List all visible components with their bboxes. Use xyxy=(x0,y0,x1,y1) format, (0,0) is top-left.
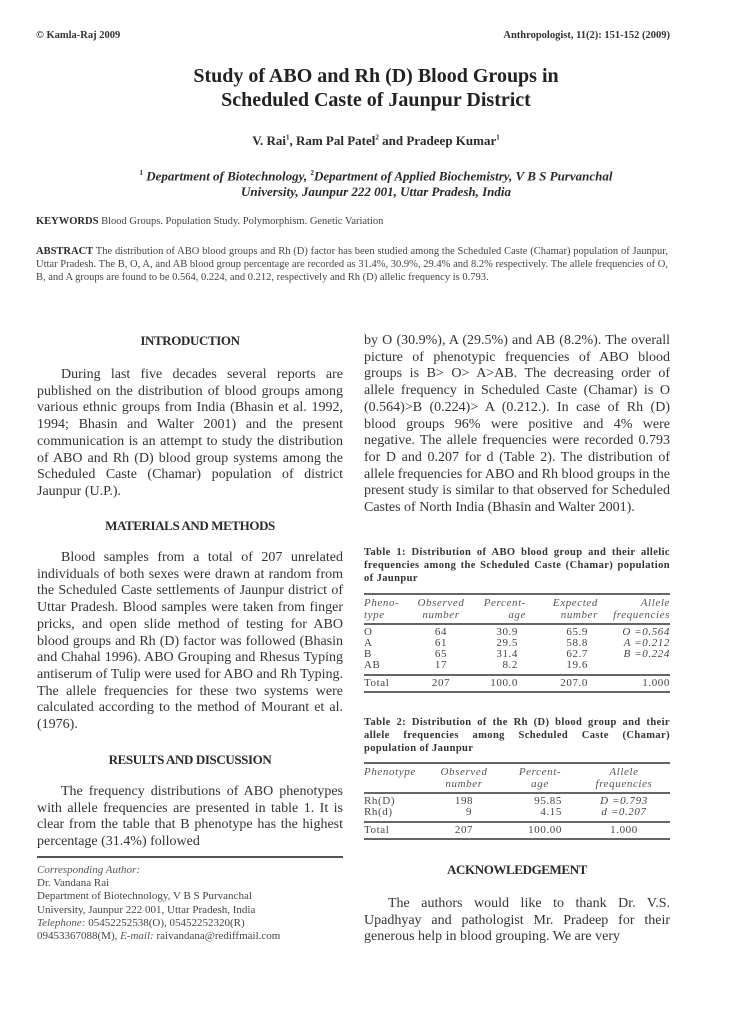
cell-total-percent: 100.0 xyxy=(490,677,518,689)
author-affiliation-mark: 1 xyxy=(496,133,500,142)
table-row xyxy=(364,624,670,638)
cell-percent: 4.15 xyxy=(540,806,562,818)
cell-total-observed: 207 xyxy=(431,677,451,689)
copyright-notice: © Kamla-Raj 2009 xyxy=(36,30,121,41)
table1-total-row xyxy=(364,675,670,692)
affiliation xyxy=(0,165,752,200)
acknowledgement-heading: ACKNOWLEDGEMENT xyxy=(447,862,587,877)
cell-allele: B =0.224 xyxy=(623,648,670,660)
acknowledgement-body xyxy=(364,896,670,946)
keywords xyxy=(36,216,383,227)
cell-observed: 61 xyxy=(434,637,448,649)
title-line-2: Scheduled Caste of Jaunpur District xyxy=(221,89,531,111)
corresponding-author xyxy=(37,864,343,943)
cell-observed: 65 xyxy=(434,648,448,660)
cell-total-percent: 100.00 xyxy=(528,824,562,836)
cell-expected: 58.8 xyxy=(566,637,588,649)
cell-expected: 65.9 xyxy=(566,626,588,638)
cell-total-label: Total xyxy=(364,824,390,836)
cell-percent: 8.2 xyxy=(502,659,518,671)
affiliation-dept-2: Department of Applied Biochemistry, V B S Purvanchal xyxy=(313,168,613,184)
cell-observed: 9 xyxy=(465,806,473,818)
keywords-text: Blood Groups. Population Study. Polymorphism. Genetic Variation xyxy=(98,216,384,227)
email-address[interactable]: raivandana@rediffmail.com xyxy=(153,930,281,943)
table2 xyxy=(364,762,670,840)
introduction-body xyxy=(37,367,343,501)
corresponding-author-contact xyxy=(37,930,343,943)
author-affiliation-mark: 1 xyxy=(285,133,290,142)
cell-percent: 31.4 xyxy=(496,648,518,660)
table2-header-percentage: Percent- age xyxy=(518,766,562,790)
table2-caption: Table 2: Distribution of the Rh (D) blood group and their allele frequencies among Scheduled Caste (Chamar) population of Jaunpur xyxy=(364,717,670,754)
results-heading: RESULTS AND DISCUSSION xyxy=(108,752,272,767)
cell-total-allele: 1.000 xyxy=(610,824,638,836)
cell-allele: D =0.793 xyxy=(600,795,648,807)
table1-header-percentage: Percent- age xyxy=(483,597,526,621)
table1 xyxy=(364,593,670,693)
introduction-heading: INTRODUCTION xyxy=(140,333,240,348)
corresponding-author-telephone xyxy=(37,917,343,930)
author-name: Pradeep Kumar xyxy=(406,133,497,148)
table2-header-row xyxy=(364,763,670,793)
author-name: Ram Pal Patel xyxy=(295,133,376,148)
methods-text: Blood samples from a total of 207 unrelated individuals of both sexes were drawn at random from the Scheduled Caste settlements of Jaunpur district of Uttar Pradesh. Blood samples were taken from finger pricks, and open slide method of testing for ABO blood groups and Rh (D) factor was followed (Bhasin and Chahal 1996). ABO Grouping and Rhesus Typing antiserum of Tulip were used for ABO and Rh Typing. The allele frequencies for these two systems were calculated according to the method of Mourant et al. (1976). xyxy=(37,550,343,733)
cell-allele xyxy=(598,660,670,675)
corresponding-author-name: Dr. Vandana Rai xyxy=(37,877,110,890)
corresponding-author-address: University, Jaunpur 222 001, Uttar Pradesh, India xyxy=(37,903,256,916)
cell-expected: 62.7 xyxy=(566,648,588,660)
table1-header-row xyxy=(364,594,670,624)
table-row xyxy=(364,793,670,807)
cell-phenotype: AB xyxy=(364,659,381,671)
email-label: E-mail: xyxy=(120,930,154,943)
abstract-label: ABSTRACT xyxy=(36,246,94,257)
affiliation-dept-1: Department of Biotechnology, xyxy=(143,168,311,184)
results-body-right: by O (30.9%), A (29.5%) and AB (8.2%). The overall picture of phenotypic frequencies of ABO blood groups is B> O> A>AB. The decreasing order of allele frequency in Scheduled Caste (Chamar) is O (0.564)>B (0.224)> A (0.212.). In case of Rh (D) blood groups 96% were positive and 4% were negative. The allele frequencies were recorded 0.793 for D and 0.207 for d (Table 2). The distribution of allele frequencies for ABO and Rh blood groups in the present study is similar to that observed for Scheduled Castes of North India (Bhasin and Walter 2001). xyxy=(364,333,670,516)
affiliation-line-1 xyxy=(0,165,752,184)
cell-phenotype: A xyxy=(364,637,373,649)
cell-phenotype: B xyxy=(364,648,372,660)
cell-total-allele: 1.000 xyxy=(642,677,670,689)
cell-total-observed: 207 xyxy=(454,824,474,836)
table2-header-phenotype: Phenotype xyxy=(364,766,416,778)
abstract-text: The distribution of ABO blood groups and Rh (D) factor has been studied among the Scheduled Caste (Chamar) population of Jaunpur, Uttar Pradesh. The B, O, A, and AB blood group percentage are recorded as 31.4%, 30.9%, 29.4% and 8.2% respectively. The allele frequencies of O, B, and A groups are found to be 0.564, 0.224, and 0.212, respectively and Rh (D) allelic frequency is 0.793. xyxy=(36,246,668,283)
keywords-label: KEYWORDS xyxy=(36,216,99,227)
abstract xyxy=(36,245,668,284)
cell-percent: 95.85 xyxy=(534,795,562,807)
corresponding-author-label: Corresponding Author: xyxy=(37,864,140,876)
author-list xyxy=(0,133,752,149)
cell-allele: O =0.564 xyxy=(622,626,670,638)
author-separator: and xyxy=(378,133,407,148)
mobile-number: 09453367088(M), xyxy=(37,930,121,943)
acknowledgement-text: The authors would like to thank Dr. V.S. Upadhyay and pathologist Mr. Pradeep for their generous help in blood grouping. We are very xyxy=(364,896,670,945)
table-row xyxy=(364,807,670,822)
cell-phenotype: Rh(d) xyxy=(364,806,393,818)
table1-header-allele: Allele frequencies xyxy=(613,597,670,621)
cell-observed: 64 xyxy=(434,626,448,638)
table2-header-observed: Observed number xyxy=(440,766,488,790)
cell-observed: 17 xyxy=(434,659,448,671)
affiliation-line-2: University, Jaunpur 222 001, Uttar Pradesh, India xyxy=(240,184,512,200)
results-text-left: The frequency distributions of ABO phenotypes with allele frequencies are presented in table 1. It is clear from the table that B phenotype has the highest percentage (31.4%) followed xyxy=(37,784,343,850)
cell-percent: 29.5 xyxy=(496,637,518,649)
table2-total-row xyxy=(364,822,670,839)
results-body-left xyxy=(37,784,343,851)
footnote-divider xyxy=(37,856,343,858)
affiliation-mark: 2 xyxy=(310,169,314,177)
affiliation-mark: 1 xyxy=(139,169,143,177)
author-separator: , xyxy=(289,133,296,148)
cell-phenotype: Rh(D) xyxy=(364,795,396,807)
telephone-label: Telephone: xyxy=(37,916,86,929)
table1-header-observed: Observed number xyxy=(417,597,465,621)
table1-header-expected: Expected number xyxy=(552,597,598,621)
cell-allele: d =0.207 xyxy=(601,806,647,818)
cell-percent: 30.9 xyxy=(496,626,518,638)
cell-total-expected: 207.0 xyxy=(560,677,588,689)
table-row xyxy=(364,660,670,675)
introduction-text: During last five decades several reports are published on the distribution of blood groups among various ethnic groups from India (Bhasin et al. 1992, 1994; Bhasin and Walter 2001) and the present communication is an attempt to study the distribution of ABO and Rh (D) blood group systems among the Scheduled Caste (Chamar) population of district Jaunpur (U.P.). xyxy=(37,367,343,499)
cell-phenotype: O xyxy=(364,626,373,638)
methods-heading: MATERIALS AND METHODS xyxy=(105,518,275,533)
author-affiliation-mark: 2 xyxy=(375,133,379,142)
journal-citation: Anthropologist, 11(2): 151-152 (2009) xyxy=(503,30,670,41)
table2-header-allele: Allele frequencies xyxy=(595,766,653,790)
paper-title xyxy=(0,64,752,112)
cell-observed: 198 xyxy=(454,795,474,807)
telephone-numbers: 05452252538(O), 05452252320(R) xyxy=(85,916,245,929)
cell-total-label: Total xyxy=(364,677,390,689)
title-line-1: Study of ABO and Rh (D) Blood Groups in xyxy=(193,65,559,87)
table1-caption: Table 1: Distribution of ABO blood group and their allelic frequencies among the Scheduled Caste (Chamar) population of Jaunpur xyxy=(364,547,670,584)
corresponding-author-dept: Department of Biotechnology, V B S Purvanchal xyxy=(37,890,252,903)
author-name: V. Rai xyxy=(252,133,286,148)
cell-allele: A =0.212 xyxy=(623,637,670,649)
table1-header-phenotype: Pheno- type xyxy=(364,597,400,621)
cell-expected: 19.6 xyxy=(566,659,588,671)
methods-body xyxy=(37,550,343,734)
